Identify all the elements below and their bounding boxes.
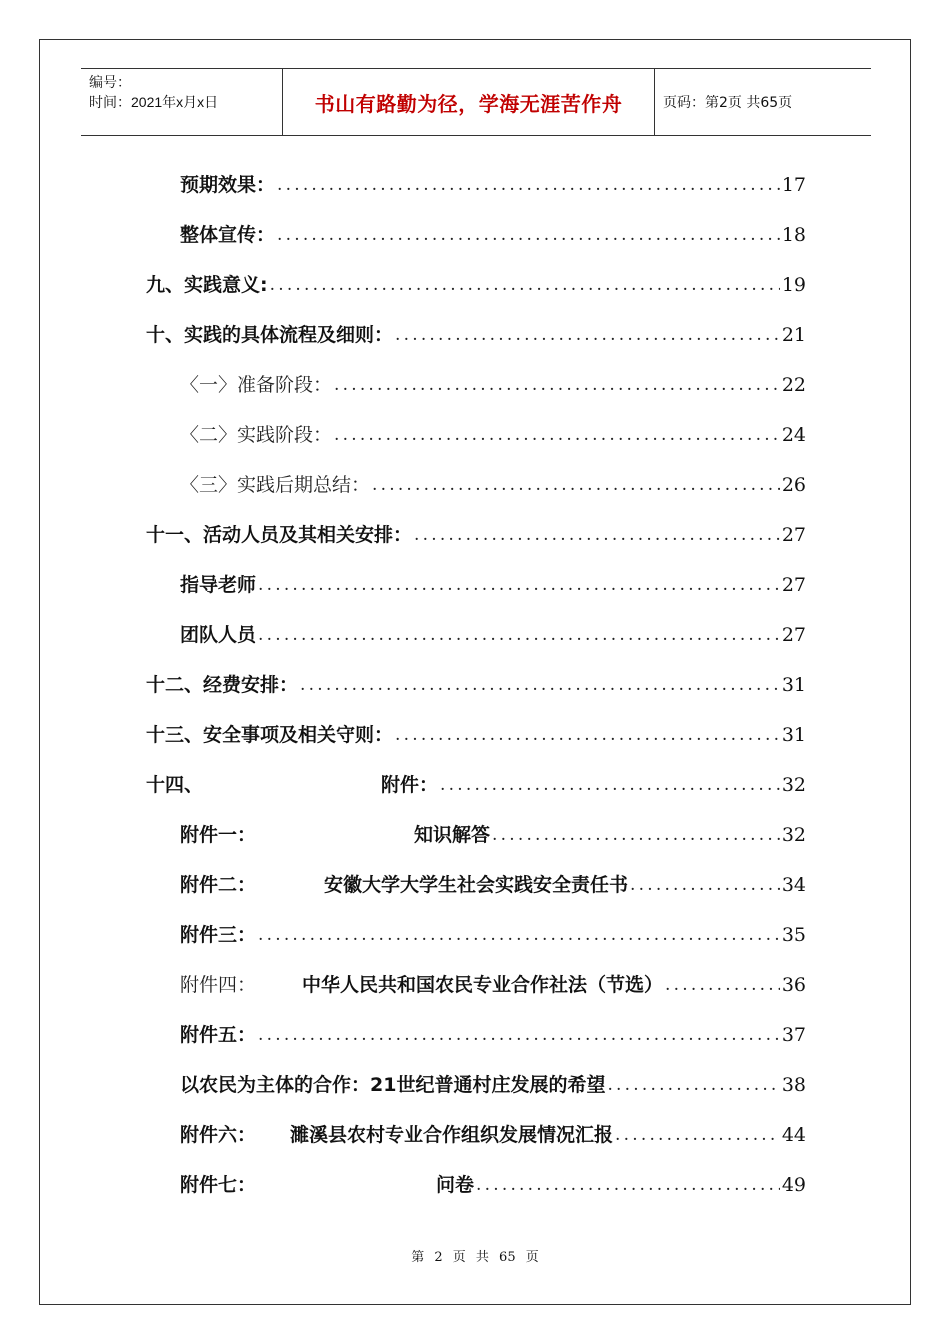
header-motto-cell bbox=[283, 69, 655, 135]
toc-leader-dots bbox=[332, 372, 780, 398]
toc-leader-dots bbox=[393, 322, 780, 348]
toc-title: 十二、经费安排： bbox=[146, 674, 299, 696]
toc-title: 附件五： bbox=[180, 1024, 257, 1046]
toc-entry[interactable] bbox=[180, 218, 806, 248]
toc-page-number: 27 bbox=[781, 624, 806, 646]
toc-entry[interactable] bbox=[180, 418, 806, 448]
toc-subtitle: 安徽大学大学生社会实践安全责任书 bbox=[324, 874, 629, 896]
toc-title: 指导老师 bbox=[180, 574, 257, 596]
toc-page-number: 27 bbox=[781, 574, 806, 596]
toc-title: 附件三： bbox=[180, 924, 257, 946]
toc-entry[interactable] bbox=[180, 868, 806, 898]
toc-page-number: 49 bbox=[781, 1174, 806, 1196]
toc-leader-dots bbox=[474, 1172, 780, 1198]
header-meta bbox=[81, 69, 283, 135]
toc-title: 附件二： bbox=[180, 874, 257, 896]
toc-leader-dots bbox=[605, 1072, 779, 1098]
toc-title: 十三、安全事项及相关守则： bbox=[146, 724, 394, 746]
toc-title: 九、实践意义: bbox=[146, 274, 268, 296]
toc-title: 附件四： bbox=[180, 974, 257, 996]
toc-leader-dots bbox=[268, 272, 780, 298]
toc-page-number: 37 bbox=[781, 1024, 806, 1046]
toc-title: 〈一〉准备阶段： bbox=[180, 374, 333, 396]
toc-page-number: 17 bbox=[781, 174, 806, 196]
toc-leader-dots bbox=[490, 822, 780, 848]
toc-leader-dots bbox=[663, 972, 780, 998]
toc-page-number: 22 bbox=[781, 374, 806, 396]
toc-page-number: 32 bbox=[781, 774, 806, 796]
toc-leader-dots bbox=[332, 422, 780, 448]
toc-entry[interactable] bbox=[180, 168, 806, 198]
toc-entry[interactable] bbox=[146, 268, 806, 298]
toc-entry[interactable] bbox=[180, 968, 806, 998]
toc-entry[interactable] bbox=[146, 768, 806, 798]
toc-leader-dots bbox=[275, 222, 780, 248]
toc-subtitle: 濉溪县农村专业合作组织发展情况汇报 bbox=[290, 1124, 614, 1146]
toc-page-number: 36 bbox=[781, 974, 806, 996]
toc-entry[interactable] bbox=[146, 518, 806, 548]
toc-page-number: 32 bbox=[781, 824, 806, 846]
toc-leader-dots bbox=[275, 172, 780, 198]
toc-entry[interactable] bbox=[180, 1018, 806, 1048]
toc-title: 十一、活动人员及其相关安排： bbox=[146, 524, 413, 546]
toc-title: 附件一： bbox=[180, 824, 257, 846]
toc-leader-dots bbox=[298, 672, 780, 698]
toc-entry[interactable] bbox=[180, 1168, 806, 1198]
toc-leader-dots bbox=[393, 722, 780, 748]
toc-title: 〈三〉实践后期总结： bbox=[180, 474, 371, 496]
toc-page-number: 31 bbox=[781, 674, 806, 696]
toc-leader-dots bbox=[256, 622, 780, 648]
toc-page-number: 44 bbox=[781, 1124, 806, 1146]
toc-entry[interactable] bbox=[180, 918, 806, 948]
toc-page-number: 35 bbox=[781, 924, 806, 946]
toc-entry[interactable] bbox=[180, 368, 806, 398]
toc-page-number: 31 bbox=[781, 724, 806, 746]
number-label: 编号： bbox=[89, 74, 131, 90]
toc-entry[interactable] bbox=[146, 318, 806, 348]
toc-entry[interactable] bbox=[180, 468, 806, 498]
toc-subtitle: 知识解答 bbox=[414, 824, 491, 846]
toc-leader-dots bbox=[370, 472, 780, 498]
toc-title: 团队人员 bbox=[180, 624, 257, 646]
time-label: 时间：2021年x月x日 bbox=[89, 94, 219, 110]
toc-leader-dots bbox=[256, 1022, 780, 1048]
toc-page-number: 18 bbox=[781, 224, 806, 246]
toc-entry[interactable] bbox=[180, 818, 806, 848]
toc-page-number: 24 bbox=[781, 424, 806, 446]
toc-leader-dots bbox=[613, 1122, 780, 1148]
toc-entry[interactable] bbox=[180, 1118, 806, 1148]
page-header bbox=[81, 68, 871, 136]
page-footer: 第 2 页 共 65 页 bbox=[411, 1250, 539, 1265]
toc-leader-dots bbox=[256, 572, 780, 598]
toc-title: 附件六： bbox=[180, 1124, 257, 1146]
toc-subtitle: 问卷 bbox=[436, 1174, 475, 1196]
toc-leader-dots bbox=[256, 922, 780, 948]
toc-title: 整体宣传： bbox=[180, 224, 276, 246]
toc-title: 附件七： bbox=[180, 1174, 257, 1196]
toc-entry[interactable] bbox=[180, 568, 806, 598]
toc-subtitle: 附件： bbox=[381, 774, 439, 796]
toc-leader-dots bbox=[412, 522, 780, 548]
toc-entry[interactable] bbox=[180, 618, 806, 648]
page-info-text: 页码：第2页 共65页 bbox=[663, 95, 793, 111]
toc-title: 十四、 bbox=[146, 774, 204, 796]
motto-text: 书山有路勤为径，学海无涯苦作舟 bbox=[314, 91, 623, 116]
toc-title: 十、实践的具体流程及细则： bbox=[146, 324, 394, 346]
toc-page-number: 26 bbox=[781, 474, 806, 496]
toc-page-number: 27 bbox=[781, 524, 806, 546]
toc-subtitle: 中华人民共和国农民专业合作社法（节选） bbox=[302, 974, 664, 996]
toc-leader-dots bbox=[438, 772, 780, 798]
toc-title: 〈二〉实践阶段： bbox=[180, 424, 333, 446]
toc-page-number: 19 bbox=[781, 274, 806, 296]
toc-title: 以农民为主体的合作：21世纪普通村庄发展的希望 bbox=[180, 1074, 606, 1096]
toc-entry[interactable] bbox=[146, 718, 806, 748]
toc-title: 预期效果： bbox=[180, 174, 276, 196]
toc-page-number: 21 bbox=[781, 324, 806, 346]
toc-entry[interactable] bbox=[146, 668, 806, 698]
toc-page-number: 34 bbox=[781, 874, 806, 896]
toc-page-number: 38 bbox=[781, 1074, 806, 1096]
header-page-info bbox=[655, 69, 871, 135]
toc-entry[interactable] bbox=[180, 1068, 806, 1098]
toc-leader-dots bbox=[628, 872, 780, 898]
